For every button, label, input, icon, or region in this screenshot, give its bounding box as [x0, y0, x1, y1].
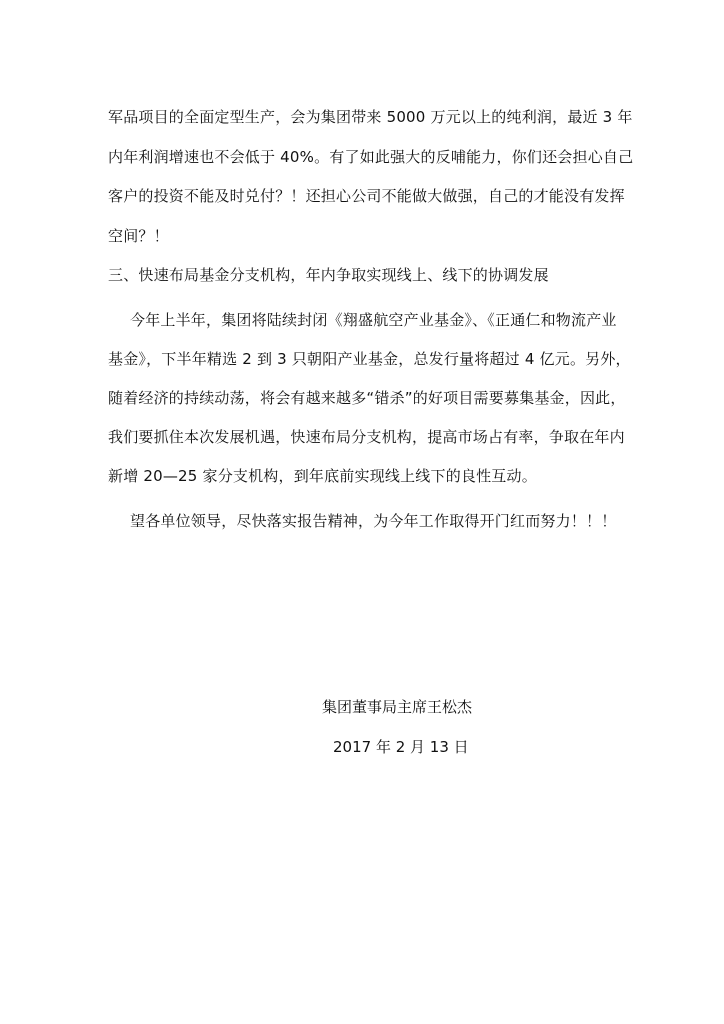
signature-author: 集团董事局主席王松杰	[322, 698, 473, 716]
section-heading: 三、快速布局基金分支机构，年内争取实现线上、线下的协调发展	[108, 266, 549, 284]
paragraph-line: 随着经济的持续动荡，将会有越来越多“错杀”的好项目需要募集基金，因此，	[108, 389, 626, 407]
paragraph-line: 内年利润增速也不会低于 40%。有了如此强大的反哺能力，你们还会担心自己	[108, 148, 634, 166]
signature-date: 2017 年 2 月 13 日	[333, 738, 469, 756]
paragraph-line: 新增 20—25 家分支机构，到年底前实现线上线下的良性互动。	[108, 467, 537, 485]
closing-statement: 望各单位领导，尽快落实报告精神，为今年工作取得开门红而努力！！！	[130, 512, 617, 530]
paragraph-line: 空间？！	[108, 227, 169, 245]
paragraph-line: 军品项目的全面定型生产，会为集团带来 5000 万元以上的纯利润，最近 3 年	[108, 108, 633, 126]
paragraph-line: 客户的投资不能及时兑付？！还担心公司不能做大做强，自己的才能没有发挥	[108, 187, 625, 205]
paragraph-line: 今年上半年，集团将陆续封闭《翔盛航空产业基金》、《正通仁和物流产业	[130, 311, 617, 329]
paragraph-line: 我们要抓住本次发展机遇，快速布局分支机构，提高市场占有率，争取在年内	[108, 428, 625, 446]
paragraph-line: 基金》，下半年精选 2 到 3 只朝阳产业基金，总发行量将超过 4 亿元。另外，	[108, 350, 631, 368]
